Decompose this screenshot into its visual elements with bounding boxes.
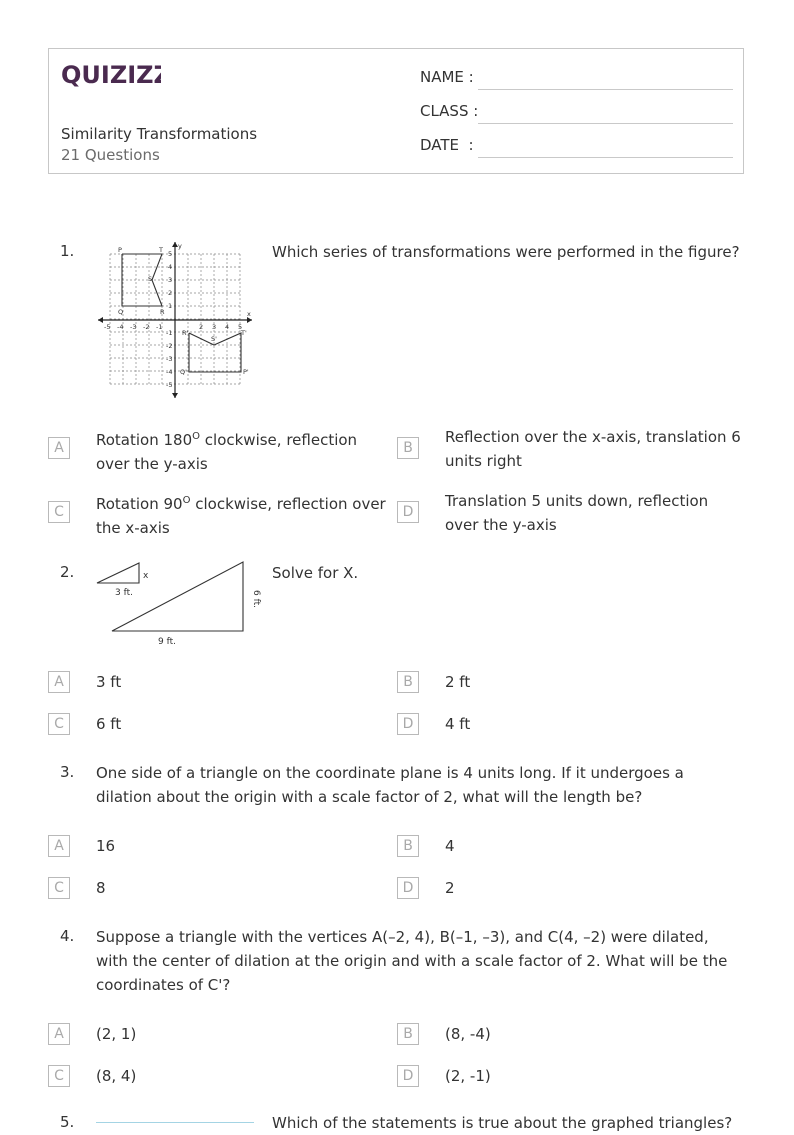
- q1-option-d-box[interactable]: D: [397, 501, 419, 523]
- question-1-figure: [96, 240, 258, 406]
- q2-option-a-text: 3 ft: [96, 673, 122, 691]
- question-count: 21 Questions: [61, 146, 160, 164]
- q1-option-c-box[interactable]: C: [48, 501, 70, 523]
- q4-option-c-text: (8, 4): [96, 1067, 137, 1085]
- svg-text:-2: -2: [143, 323, 150, 331]
- class-label: CLASS :: [420, 102, 479, 120]
- question-5-number: 5.: [60, 1113, 75, 1131]
- q4-option-d-box[interactable]: D: [397, 1065, 419, 1087]
- small-triangle: [97, 563, 139, 583]
- q1-option-c-text: Rotation $90^O$ clockwise, reflection over the x-axis: [96, 495, 386, 537]
- quizizz-logo: [61, 61, 161, 95]
- svg-text:-1: -1: [166, 329, 173, 337]
- svg-text:-3: -3: [166, 355, 173, 363]
- date-line[interactable]: [478, 157, 733, 158]
- svg-text:S': S': [211, 335, 217, 343]
- q2-option-c-box[interactable]: C: [48, 713, 70, 735]
- svg-text:R: R: [160, 308, 165, 316]
- svg-text:T': T': [241, 329, 247, 337]
- q4-option-d-text: (2, -1): [445, 1067, 491, 1085]
- small-side-label: x: [143, 571, 149, 581]
- q2-option-d-box[interactable]: D: [397, 713, 419, 735]
- q4-option-c-box[interactable]: C: [48, 1065, 70, 1087]
- q4-option-b-text: (8, -4): [445, 1025, 491, 1043]
- svg-text:y: y: [178, 242, 182, 250]
- svg-text:5: 5: [168, 250, 173, 258]
- name-line[interactable]: [478, 89, 733, 90]
- svg-text:-5: -5: [104, 323, 111, 331]
- svg-text:5: 5: [238, 323, 243, 331]
- q3-option-d-box[interactable]: D: [397, 877, 419, 899]
- svg-text:-4: -4: [117, 323, 124, 331]
- svg-text:-4: -4: [166, 368, 173, 376]
- date-label: DATE :: [420, 136, 474, 154]
- q1-option-d-text: Translation 5 units down, reflection over the y-axis: [445, 492, 709, 534]
- large-side-label: 6 ft.: [251, 590, 261, 608]
- svg-text:T: T: [159, 246, 163, 254]
- q3-option-a-box[interactable]: A: [48, 835, 70, 857]
- worksheet-title: Similarity Transformations: [61, 125, 258, 143]
- svg-text:Q: Q: [118, 308, 124, 316]
- svg-text:R': R': [182, 329, 189, 337]
- q3-option-b-box[interactable]: B: [397, 835, 419, 857]
- question-2-number: 2.: [60, 563, 75, 581]
- worksheet-header: [48, 48, 744, 174]
- question-3-number: 3.: [60, 763, 75, 781]
- name-label: NAME :: [420, 68, 474, 86]
- svg-text:S: S: [148, 275, 153, 283]
- svg-text:3: 3: [212, 323, 217, 331]
- question-5-text: Which of the statements is true about the graphed triangles?: [272, 1114, 733, 1132]
- q4-option-a-text: (2, 1): [96, 1025, 137, 1043]
- svg-text:-2: -2: [166, 342, 173, 350]
- q3-option-b-text: 4: [445, 837, 455, 855]
- q1-option-b-box[interactable]: B: [397, 437, 419, 459]
- question-5-figure: [96, 1115, 254, 1123]
- q2-option-a-box[interactable]: A: [48, 671, 70, 693]
- svg-text:x: x: [247, 310, 251, 318]
- svg-text:3: 3: [168, 276, 173, 284]
- svg-text:Q': Q': [180, 368, 187, 376]
- question-4-number: 4.: [60, 927, 75, 945]
- question-3-text: One side of a triangle on the coordinate plane is 4 units long. If it undergoes a dilation about the origin with a scale factor of 2, what will the length be?: [96, 764, 684, 806]
- question-2-figure: [92, 558, 267, 654]
- svg-text:-5: -5: [166, 381, 173, 389]
- q4-option-a-box[interactable]: A: [48, 1023, 70, 1045]
- q3-option-d-text: 2: [445, 879, 455, 897]
- q3-option-c-text: 8: [96, 879, 106, 897]
- large-base-label: 9 ft.: [158, 637, 176, 647]
- small-base-label: 3 ft.: [115, 588, 133, 598]
- svg-text:2: 2: [168, 289, 173, 297]
- svg-text:2: 2: [199, 323, 204, 331]
- q2-option-b-box[interactable]: B: [397, 671, 419, 693]
- q3-option-c-box[interactable]: C: [48, 877, 70, 899]
- svg-text:1: 1: [168, 302, 173, 310]
- q1-option-a-text: Rotation $180^O$ clockwise, reflection over the y-axis: [96, 431, 358, 473]
- question-4-text: Suppose a triangle with the vertices A(–2, 4), B(–1, –3), and C(4, –2) were dilated, with the center of dilation at the origin and with a scale factor of 2. What will be the coordinates of C'?: [96, 928, 728, 994]
- q2-option-c-text: 6 ft: [96, 715, 122, 733]
- svg-text:P': P': [243, 368, 249, 376]
- q4-option-b-box[interactable]: B: [397, 1023, 419, 1045]
- svg-text:4: 4: [168, 263, 173, 271]
- q1-option-a-box[interactable]: A: [48, 437, 70, 459]
- q2-option-d-text: 4 ft: [445, 715, 471, 733]
- q1-option-b-text: Reflection over the x-axis, translation 6 units right: [445, 428, 741, 470]
- svg-text:P: P: [118, 246, 122, 254]
- svg-text:4: 4: [225, 323, 230, 331]
- q3-option-a-text: 16: [96, 837, 116, 855]
- svg-text:-1: -1: [156, 323, 163, 331]
- question-1-number: 1.: [60, 242, 75, 260]
- question-2-text: Solve for X.: [272, 564, 359, 582]
- class-line[interactable]: [478, 123, 733, 124]
- svg-text:-3: -3: [130, 323, 137, 331]
- q2-option-b-text: 2 ft: [445, 673, 471, 691]
- question-1-text: Which series of transformations were performed in the figure?: [272, 243, 740, 261]
- logo-text: QUIZIZZ: [61, 61, 161, 89]
